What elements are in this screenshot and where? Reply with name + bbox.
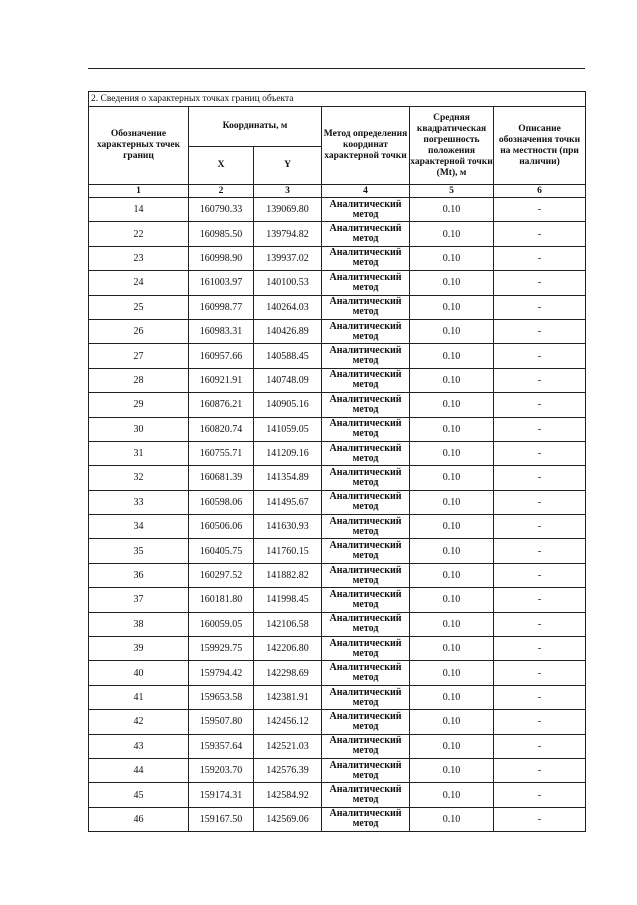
point-number: 14 xyxy=(89,198,189,222)
method-line-1: Аналитический xyxy=(329,466,402,478)
column-number: 6 xyxy=(494,185,586,198)
method-cell xyxy=(322,368,410,392)
method-cell xyxy=(322,783,410,807)
point-description: - xyxy=(494,807,586,831)
coord-x: 159507.80 xyxy=(189,710,254,734)
mean-square-error: 0.10 xyxy=(410,661,494,685)
point-description: - xyxy=(494,368,586,392)
method-line-2: метод xyxy=(352,476,379,488)
method-line-1: Аналитический xyxy=(329,442,402,454)
table-row xyxy=(89,563,586,587)
method-line-1: Аналитический xyxy=(329,540,402,552)
table-body xyxy=(89,198,586,832)
mean-square-error: 0.10 xyxy=(410,490,494,514)
method-cell xyxy=(322,271,410,295)
column-number: 1 xyxy=(89,185,189,198)
method-cell xyxy=(322,466,410,490)
table-row xyxy=(89,393,586,417)
coord-y: 141354.89 xyxy=(254,466,322,490)
method-line-2: метод xyxy=(352,208,379,220)
mean-square-error: 0.10 xyxy=(410,710,494,734)
point-number: 22 xyxy=(89,222,189,246)
point-number: 34 xyxy=(89,515,189,539)
method-line-2: метод xyxy=(352,818,379,830)
header-mean-square-error: Средняя квадратическая погрешность положения характерной точки (Mt), м xyxy=(410,107,494,185)
point-description: - xyxy=(494,515,586,539)
coord-y: 142456.12 xyxy=(254,710,322,734)
point-description: - xyxy=(494,417,586,441)
mean-square-error: 0.10 xyxy=(410,588,494,612)
point-description: - xyxy=(494,198,586,222)
method-cell xyxy=(322,710,410,734)
method-line-1: Аналитический xyxy=(329,735,402,747)
coord-x: 160598.06 xyxy=(189,490,254,514)
method-line-1: Аналитический xyxy=(329,515,402,527)
coord-x: 160405.75 xyxy=(189,539,254,563)
table-row xyxy=(89,198,586,222)
method-cell xyxy=(322,393,410,417)
method-line-2: метод xyxy=(352,233,379,245)
method-line-2: метод xyxy=(352,598,379,610)
point-description: - xyxy=(494,637,586,661)
coord-y: 142381.91 xyxy=(254,685,322,709)
point-description: - xyxy=(494,612,586,636)
coord-x: 159167.50 xyxy=(189,807,254,831)
table-row xyxy=(89,466,586,490)
point-description: - xyxy=(494,271,586,295)
mean-square-error: 0.10 xyxy=(410,271,494,295)
mean-square-error: 0.10 xyxy=(410,417,494,441)
point-description: - xyxy=(494,222,586,246)
mean-square-error: 0.10 xyxy=(410,222,494,246)
table-row xyxy=(89,588,586,612)
method-line-2: метод xyxy=(352,550,379,562)
coord-y: 140264.03 xyxy=(254,295,322,319)
mean-square-error: 0.10 xyxy=(410,807,494,831)
point-number: 36 xyxy=(89,563,189,587)
method-line-1: Аналитический xyxy=(329,418,402,430)
table-row xyxy=(89,734,586,758)
mean-square-error: 0.10 xyxy=(410,612,494,636)
method-line-2: метод xyxy=(352,696,379,708)
method-cell xyxy=(322,539,410,563)
method-line-2: метод xyxy=(352,672,379,684)
coord-y: 139794.82 xyxy=(254,222,322,246)
point-number: 38 xyxy=(89,612,189,636)
method-line-1: Аналитический xyxy=(329,564,402,576)
coord-y: 139069.80 xyxy=(254,198,322,222)
method-line-2: метод xyxy=(352,257,379,269)
mean-square-error: 0.10 xyxy=(410,368,494,392)
mean-square-error: 0.10 xyxy=(410,539,494,563)
mean-square-error: 0.10 xyxy=(410,198,494,222)
column-number: 5 xyxy=(410,185,494,198)
table-row xyxy=(89,271,586,295)
method-line-2: метод xyxy=(352,720,379,732)
coord-x: 160998.77 xyxy=(189,295,254,319)
method-cell xyxy=(322,661,410,685)
coord-x: 160790.33 xyxy=(189,198,254,222)
coord-x: 160297.52 xyxy=(189,563,254,587)
coord-y: 141998.45 xyxy=(254,588,322,612)
top-rule xyxy=(88,68,585,69)
method-line-2: метод xyxy=(352,647,379,659)
mean-square-error: 0.10 xyxy=(410,758,494,782)
method-line-2: метод xyxy=(352,623,379,635)
point-number: 25 xyxy=(89,295,189,319)
coord-y: 142298.69 xyxy=(254,661,322,685)
method-line-2: метод xyxy=(352,330,379,342)
method-line-1: Аналитический xyxy=(329,223,402,235)
method-cell xyxy=(322,612,410,636)
point-number: 32 xyxy=(89,466,189,490)
table-row xyxy=(89,661,586,685)
coord-y: 142576.39 xyxy=(254,758,322,782)
table-row xyxy=(89,783,586,807)
point-number: 26 xyxy=(89,319,189,343)
point-number: 35 xyxy=(89,539,189,563)
coord-y: 142521.03 xyxy=(254,734,322,758)
mean-square-error: 0.10 xyxy=(410,515,494,539)
method-cell xyxy=(322,637,410,661)
point-number: 46 xyxy=(89,807,189,831)
coord-y: 141882.82 xyxy=(254,563,322,587)
table-row xyxy=(89,246,586,270)
column-number: 2 xyxy=(189,185,254,198)
coord-y: 140426.89 xyxy=(254,319,322,343)
method-line-1: Аналитический xyxy=(329,686,402,698)
table-row xyxy=(89,539,586,563)
mean-square-error: 0.10 xyxy=(410,344,494,368)
method-line-1: Аналитический xyxy=(329,320,402,332)
coord-x: 160681.39 xyxy=(189,466,254,490)
header-y: Y xyxy=(254,147,322,185)
coord-x: 159174.31 xyxy=(189,783,254,807)
table-row xyxy=(89,319,586,343)
coord-x: 159929.75 xyxy=(189,637,254,661)
coord-x: 160876.21 xyxy=(189,393,254,417)
method-line-1: Аналитический xyxy=(329,491,402,503)
point-description: - xyxy=(494,246,586,270)
method-cell xyxy=(322,515,410,539)
method-cell xyxy=(322,246,410,270)
coord-y: 142569.06 xyxy=(254,807,322,831)
section-title: 2. Сведения о характерных точках границ объекта xyxy=(89,92,586,107)
table-row xyxy=(89,758,586,782)
table-row xyxy=(89,417,586,441)
method-cell xyxy=(322,417,410,441)
method-line-1: Аналитический xyxy=(329,247,402,259)
table-row xyxy=(89,441,586,465)
coord-x: 160181.80 xyxy=(189,588,254,612)
point-description: - xyxy=(494,710,586,734)
point-number: 39 xyxy=(89,637,189,661)
header-method: Метод определения координат характерной точки xyxy=(322,107,410,185)
method-line-1: Аналитический xyxy=(329,345,402,357)
point-description: - xyxy=(494,563,586,587)
coord-y: 140100.53 xyxy=(254,271,322,295)
coord-x: 161003.97 xyxy=(189,271,254,295)
point-number: 40 xyxy=(89,661,189,685)
mean-square-error: 0.10 xyxy=(410,441,494,465)
coord-y: 142106.58 xyxy=(254,612,322,636)
boundary-points-table xyxy=(88,91,586,832)
coord-x: 160985.50 xyxy=(189,222,254,246)
method-cell xyxy=(322,295,410,319)
method-cell xyxy=(322,222,410,246)
header-x: X xyxy=(189,147,254,185)
method-line-2: метод xyxy=(352,403,379,415)
point-number: 31 xyxy=(89,441,189,465)
coord-y: 141059.05 xyxy=(254,417,322,441)
coord-y: 140588.45 xyxy=(254,344,322,368)
mean-square-error: 0.10 xyxy=(410,637,494,661)
method-cell xyxy=(322,344,410,368)
point-description: - xyxy=(494,441,586,465)
point-description: - xyxy=(494,734,586,758)
method-line-2: метод xyxy=(352,281,379,293)
coord-x: 160506.06 xyxy=(189,515,254,539)
point-number: 29 xyxy=(89,393,189,417)
method-cell xyxy=(322,807,410,831)
table-row xyxy=(89,295,586,319)
point-description: - xyxy=(494,319,586,343)
coord-y: 141630.93 xyxy=(254,515,322,539)
point-number: 28 xyxy=(89,368,189,392)
table-row xyxy=(89,490,586,514)
point-number: 30 xyxy=(89,417,189,441)
point-description: - xyxy=(494,344,586,368)
method-line-1: Аналитический xyxy=(329,588,402,600)
column-number: 3 xyxy=(254,185,322,198)
point-description: - xyxy=(494,295,586,319)
mean-square-error: 0.10 xyxy=(410,319,494,343)
method-line-2: метод xyxy=(352,769,379,781)
point-number: 42 xyxy=(89,710,189,734)
mean-square-error: 0.10 xyxy=(410,246,494,270)
method-cell xyxy=(322,588,410,612)
method-line-2: метод xyxy=(352,355,379,367)
mean-square-error: 0.10 xyxy=(410,295,494,319)
point-description: - xyxy=(494,758,586,782)
method-cell xyxy=(322,685,410,709)
point-description: - xyxy=(494,466,586,490)
method-line-1: Аналитический xyxy=(329,662,402,674)
mean-square-error: 0.10 xyxy=(410,393,494,417)
table-row xyxy=(89,344,586,368)
method-cell xyxy=(322,198,410,222)
coord-x: 159203.70 xyxy=(189,758,254,782)
table-row xyxy=(89,515,586,539)
coord-x: 159357.64 xyxy=(189,734,254,758)
point-description: - xyxy=(494,661,586,685)
method-line-1: Аналитический xyxy=(329,759,402,771)
point-description: - xyxy=(494,783,586,807)
point-description: - xyxy=(494,685,586,709)
method-cell xyxy=(322,734,410,758)
mean-square-error: 0.10 xyxy=(410,734,494,758)
method-line-2: метод xyxy=(352,379,379,391)
method-line-1: Аналитический xyxy=(329,808,402,820)
method-line-2: метод xyxy=(352,745,379,757)
point-description: - xyxy=(494,490,586,514)
method-line-1: Аналитический xyxy=(329,784,402,796)
mean-square-error: 0.10 xyxy=(410,466,494,490)
coord-y: 141209.16 xyxy=(254,441,322,465)
coord-x: 159794.42 xyxy=(189,661,254,685)
coord-x: 160921.91 xyxy=(189,368,254,392)
point-number: 24 xyxy=(89,271,189,295)
mean-square-error: 0.10 xyxy=(410,563,494,587)
coord-y: 139937.02 xyxy=(254,246,322,270)
coord-x: 160998.90 xyxy=(189,246,254,270)
method-line-1: Аналитический xyxy=(329,637,402,649)
method-line-2: метод xyxy=(352,525,379,537)
point-description: - xyxy=(494,588,586,612)
point-number: 27 xyxy=(89,344,189,368)
method-line-2: метод xyxy=(352,306,379,318)
point-number: 43 xyxy=(89,734,189,758)
mean-square-error: 0.10 xyxy=(410,685,494,709)
method-line-2: метод xyxy=(352,794,379,806)
table-row xyxy=(89,637,586,661)
column-number: 4 xyxy=(322,185,410,198)
method-line-1: Аналитический xyxy=(329,710,402,722)
coord-x: 159653.58 xyxy=(189,685,254,709)
method-line-1: Аналитический xyxy=(329,296,402,308)
point-number: 45 xyxy=(89,783,189,807)
header-coordinates: Координаты, м xyxy=(189,107,322,147)
table-row xyxy=(89,685,586,709)
coord-x: 160755.71 xyxy=(189,441,254,465)
coord-y: 140905.16 xyxy=(254,393,322,417)
point-number: 41 xyxy=(89,685,189,709)
mean-square-error: 0.10 xyxy=(410,783,494,807)
coord-x: 160059.05 xyxy=(189,612,254,636)
method-line-2: метод xyxy=(352,428,379,440)
coord-y: 140748.09 xyxy=(254,368,322,392)
point-number: 44 xyxy=(89,758,189,782)
table-row xyxy=(89,368,586,392)
coord-x: 160820.74 xyxy=(189,417,254,441)
method-cell xyxy=(322,563,410,587)
method-cell xyxy=(322,441,410,465)
method-line-1: Аналитический xyxy=(329,613,402,625)
coord-x: 160957.66 xyxy=(189,344,254,368)
point-number: 23 xyxy=(89,246,189,270)
table-row xyxy=(89,612,586,636)
coord-x: 160983.31 xyxy=(189,319,254,343)
table-row xyxy=(89,710,586,734)
method-line-1: Аналитический xyxy=(329,393,402,405)
method-line-2: метод xyxy=(352,452,379,464)
coord-y: 141760.15 xyxy=(254,539,322,563)
coord-y: 142584.92 xyxy=(254,783,322,807)
method-line-2: метод xyxy=(352,501,379,513)
method-line-1: Аналитический xyxy=(329,271,402,283)
method-line-1: Аналитический xyxy=(329,369,402,381)
method-line-2: метод xyxy=(352,574,379,586)
point-description: - xyxy=(494,393,586,417)
point-number: 33 xyxy=(89,490,189,514)
point-description: - xyxy=(494,539,586,563)
coord-y: 142206.80 xyxy=(254,637,322,661)
method-cell xyxy=(322,490,410,514)
table-row xyxy=(89,222,586,246)
table-row xyxy=(89,807,586,831)
method-cell xyxy=(322,319,410,343)
header-point-designation: Обозначение характерных точек границ xyxy=(89,107,189,185)
point-number: 37 xyxy=(89,588,189,612)
header-point-description: Описание обозначения точки на местности (при наличии) xyxy=(494,107,586,185)
coord-y: 141495.67 xyxy=(254,490,322,514)
method-line-1: Аналитический xyxy=(329,198,402,210)
method-cell xyxy=(322,758,410,782)
